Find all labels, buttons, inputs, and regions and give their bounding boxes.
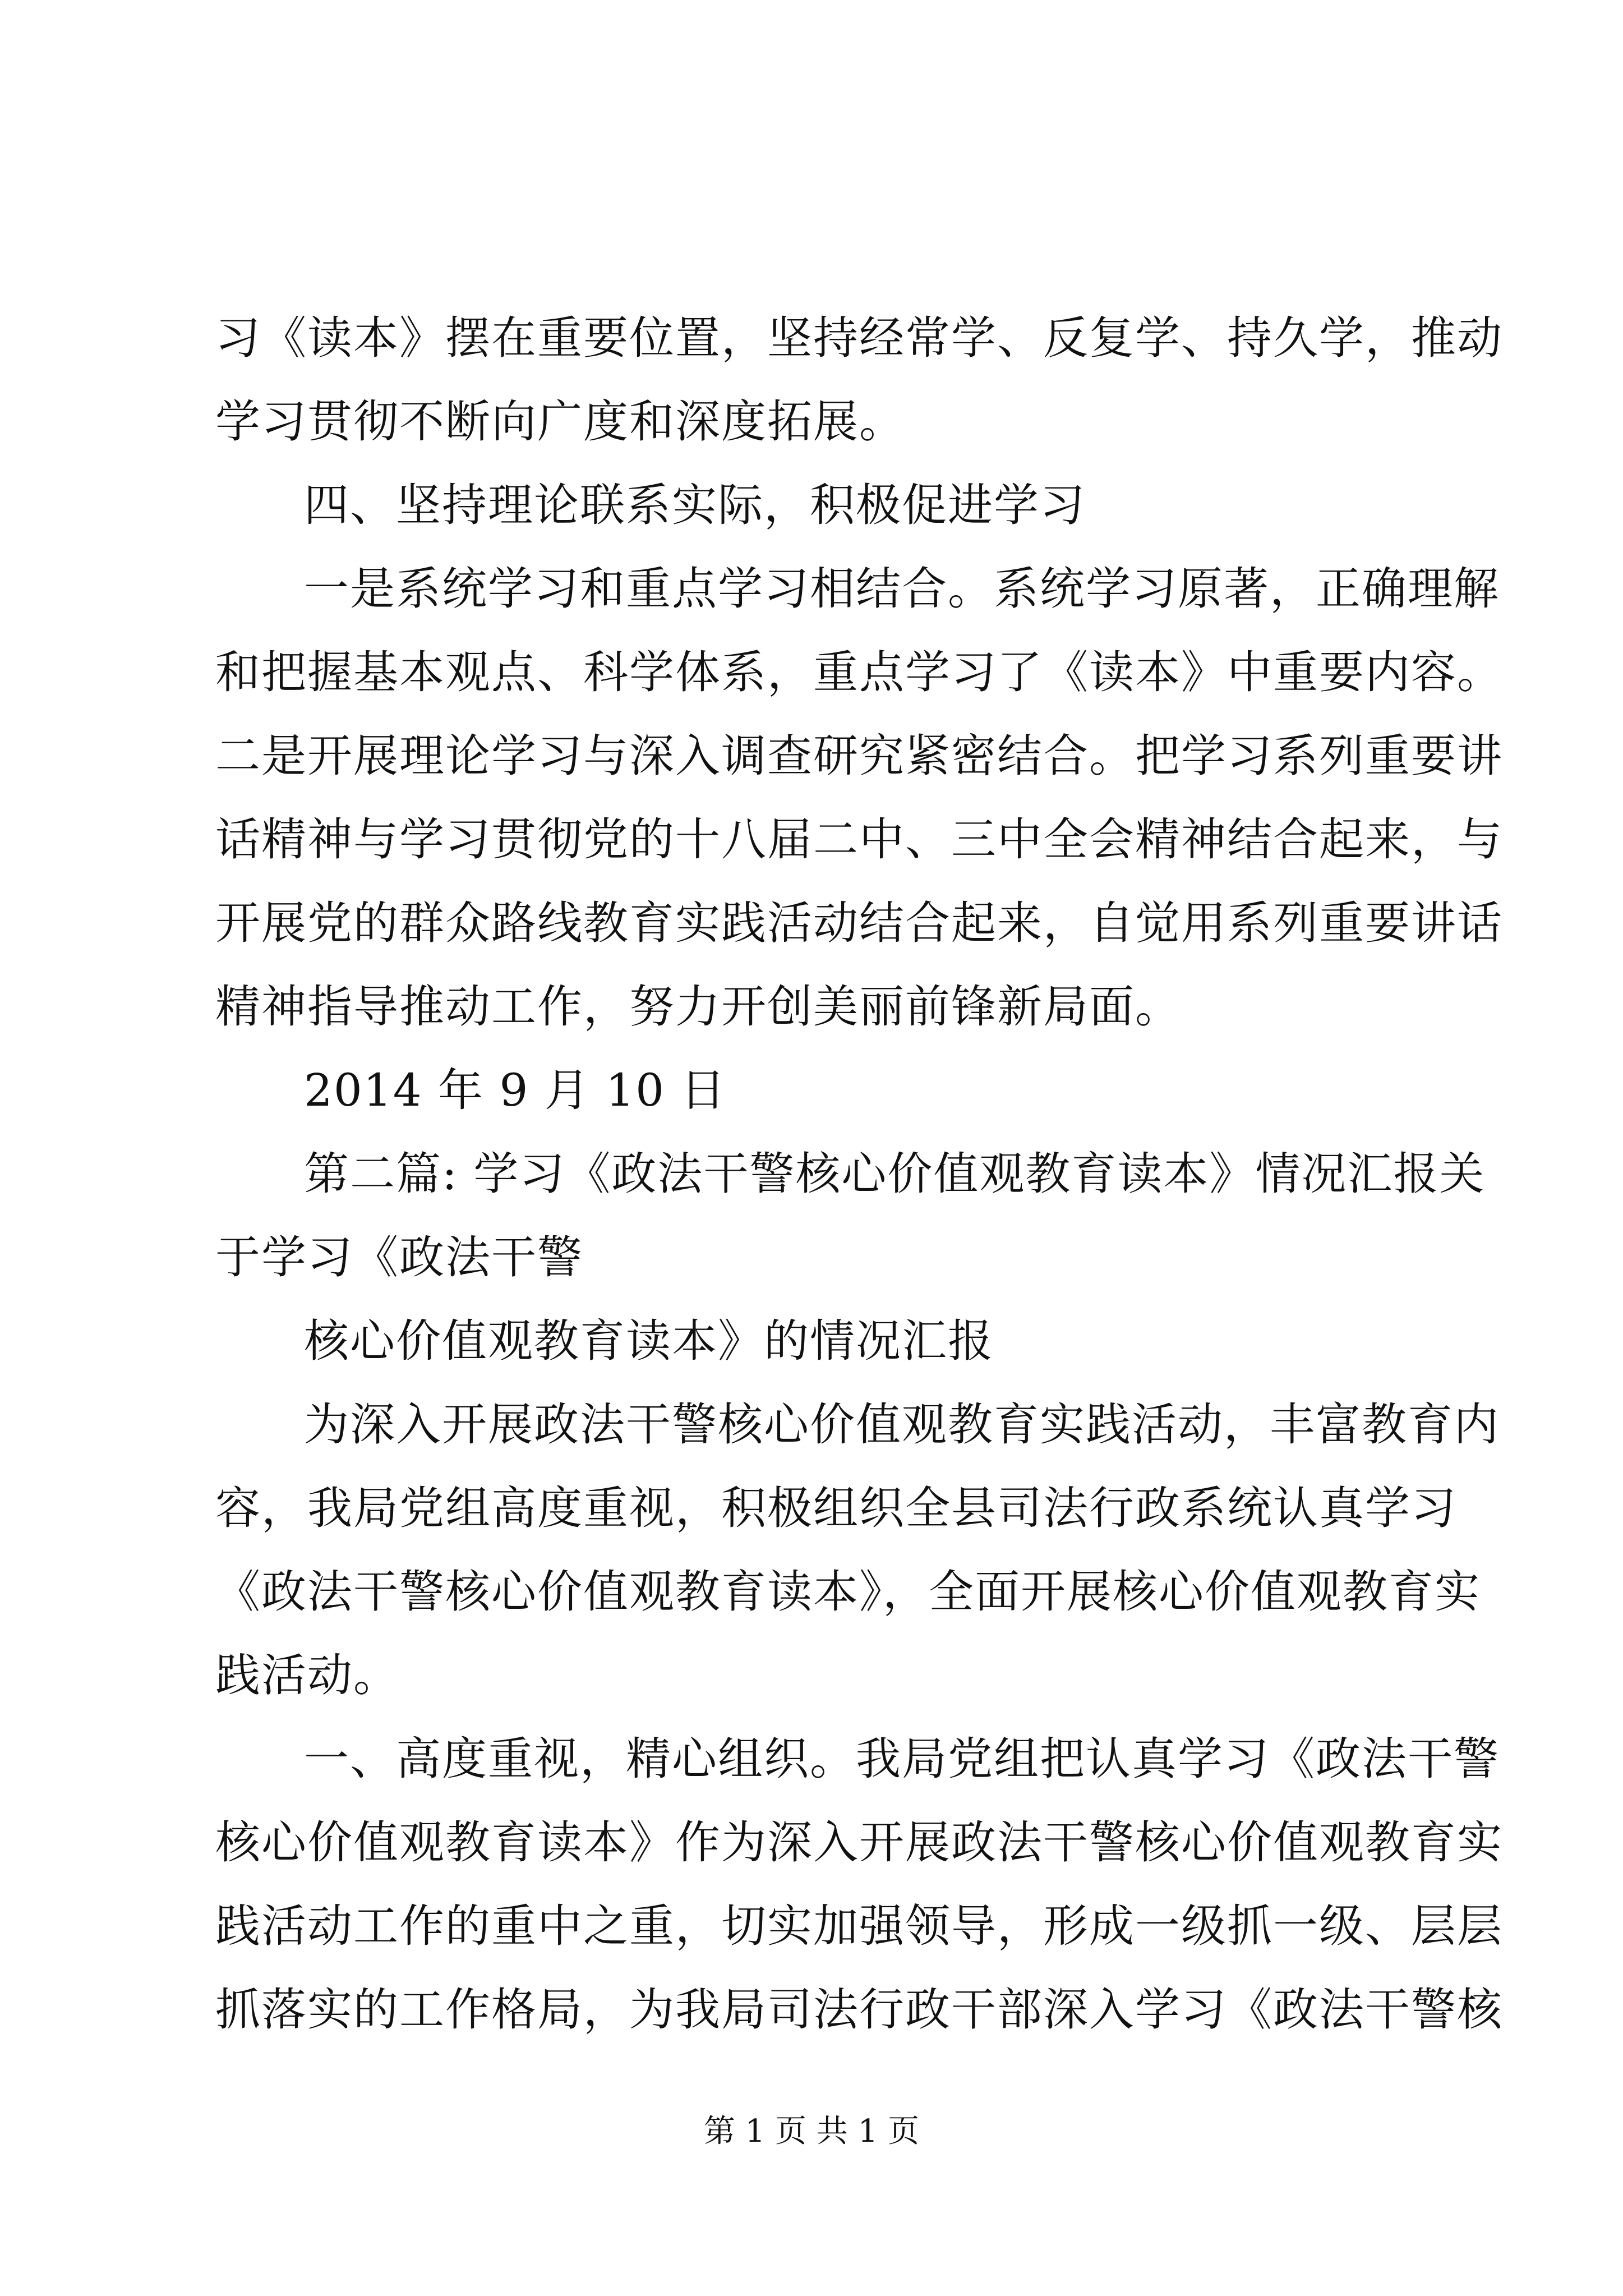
- text-line: 抓落实的工作格局，为我局司法行政干部深入学习《政法干警核: [215, 1984, 1503, 2036]
- text-line: 核心价值观教育读本》的情况汇报: [304, 1315, 994, 1367]
- text-line: 四、坚持理论联系实际，积极促进学习: [304, 479, 1086, 531]
- text-line: 二是开展理论学习与深入调查研究紧密结合。把学习系列重要讲: [215, 730, 1503, 782]
- text-line: 于学习《政法干警: [215, 1231, 583, 1283]
- document-body: [215, 296, 1503, 2051]
- text-line: 践活动。: [215, 1649, 399, 1701]
- text-line: 话精神与学习贯彻党的十八届二中、三中全会精神结合起来，与: [215, 813, 1503, 866]
- text-line: 习《读本》摆在重要位置，坚持经常学、反复学、持久学，推动: [215, 312, 1503, 364]
- text-line: 一是系统学习和重点学习相结合。系统学习原著，正确理解: [304, 563, 1500, 615]
- text-line: 容，我局党组高度重视，积极组织全县司法行政系统认真学习: [215, 1482, 1457, 1534]
- text-line: 2014 年 9 月 10 日: [304, 1064, 727, 1116]
- page-footer: 第 1 页 共 1 页: [703, 2113, 920, 2150]
- text-line: 践活动工作的重中之重，切实加强领导，形成一级抓一级、层层: [215, 1900, 1503, 1952]
- text-line: 学习贯彻不断向广度和深度拓展。: [215, 395, 905, 448]
- text-line: 《政法干警核心价值观教育读本》，全面开展核心价值观教育实: [215, 1566, 1481, 1618]
- text-line: 一、高度重视，精心组织。我局党组把认真学习《政法干警: [304, 1733, 1500, 1785]
- text-line: 精神指导推动工作，努力开创美丽前锋新局面。: [215, 981, 1181, 1033]
- text-line: 第二篇: 学习《政法干警核心价值观教育读本》情况汇报关: [304, 1148, 1486, 1200]
- text-line: 开展党的群众路线教育实践活动结合起来，自觉用系列重要讲话: [215, 897, 1503, 949]
- text-line: 核心价值观教育读本》作为深入开展政法干警核心价值观教育实: [215, 1816, 1503, 1869]
- text-line: 和把握基本观点、科学体系，重点学习了《读本》中重要内容。: [215, 646, 1503, 698]
- text-line: 为深入开展政法干警核心价值观教育实践活动，丰富教育内: [304, 1398, 1500, 1451]
